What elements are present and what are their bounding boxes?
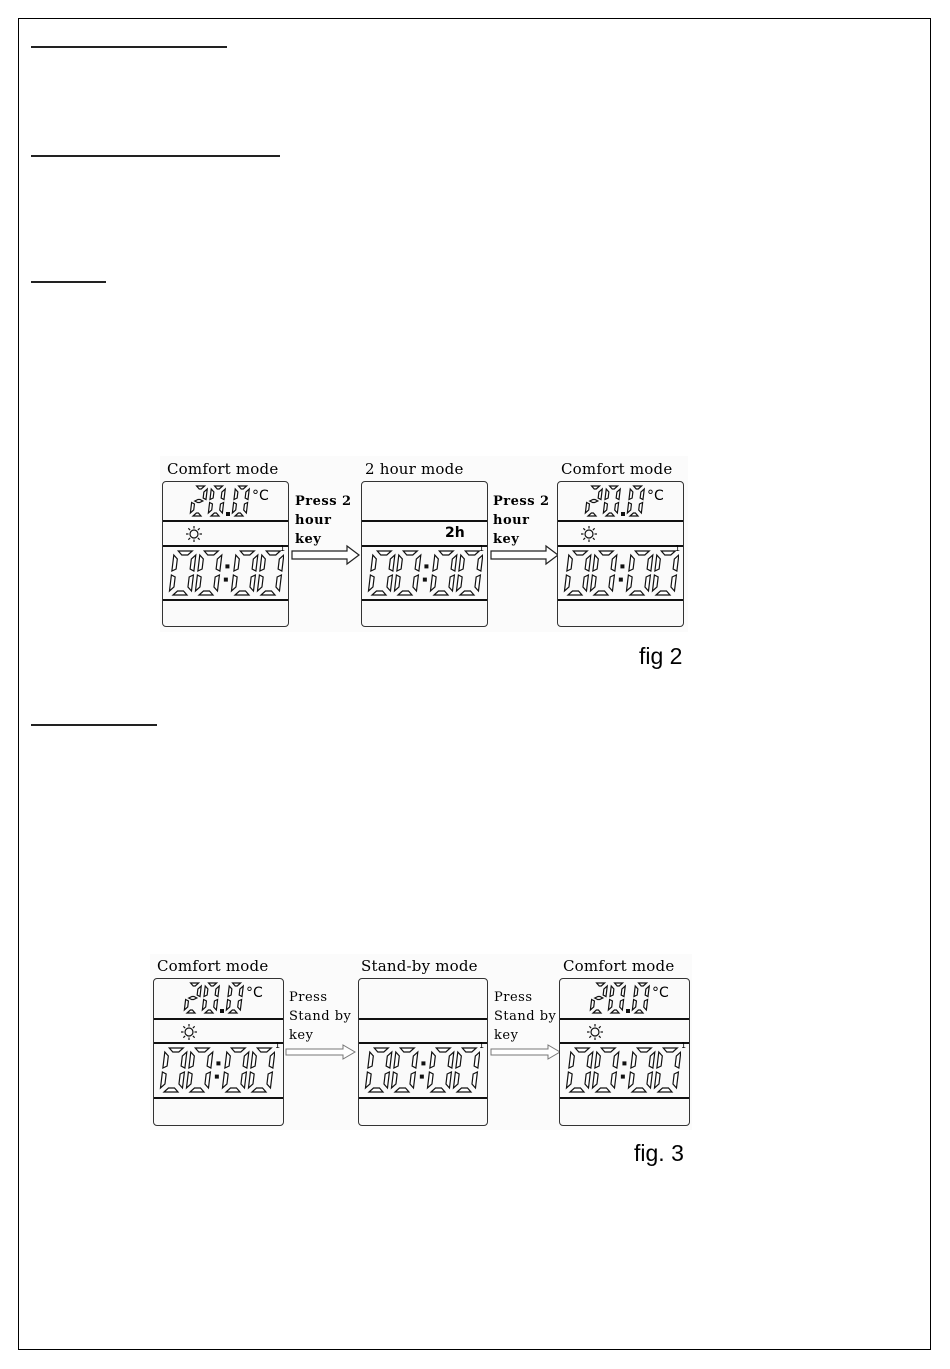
right-arrow-icon: [291, 544, 361, 566]
figure-3: [150, 954, 692, 1130]
clock-readout: [561, 548, 679, 598]
sun-icon: [586, 1023, 604, 1041]
lcd-panel-stand-by: 1: [358, 978, 488, 1126]
sun-icon: [185, 525, 203, 543]
arrow-label: Press Stand by key: [494, 990, 557, 1043]
heading-rule-1: [31, 46, 227, 48]
temperature-readout: [583, 484, 673, 520]
figure-2-label: fig 2: [639, 643, 683, 669]
panel-caption: Comfort mode: [561, 460, 673, 478]
figure-2: [160, 456, 688, 632]
2h-indicator: 2h: [445, 525, 465, 541]
heading-rule-3: [31, 281, 106, 283]
clock-readout: [157, 1045, 275, 1095]
right-arrow-icon: [490, 544, 560, 566]
svg-text:°C: °C: [647, 488, 664, 504]
heading-rule-4: [31, 724, 157, 726]
heading-rule-2: [31, 155, 280, 157]
clock-readout: [166, 548, 284, 598]
temperature-readout: [588, 981, 678, 1017]
lcd-panel-comfort: °C 1: [162, 481, 289, 627]
arrow-label: Press 2 hour key: [295, 494, 352, 547]
page-frame: [18, 18, 931, 1350]
temperature-readout: [188, 484, 278, 520]
panel-caption: 2 hour mode: [365, 460, 464, 478]
lcd-panel-2-hour: 2h 1: [361, 481, 488, 627]
panel-caption: Stand-by mode: [361, 957, 478, 975]
right-arrow-icon: [490, 1042, 562, 1062]
lcd-panel-comfort: °C 1: [557, 481, 684, 627]
clock-readout: [365, 548, 483, 598]
svg-text:°C: °C: [252, 488, 269, 504]
svg-text:°C: °C: [246, 985, 263, 1001]
arrow-label: Press Stand by key: [289, 990, 352, 1043]
figure-3-label: fig. 3: [634, 1140, 684, 1166]
temperature-readout: [182, 981, 272, 1017]
panel-caption: Comfort mode: [167, 460, 279, 478]
panel-caption: Comfort mode: [563, 957, 675, 975]
lcd-panel-comfort: °C 1: [559, 978, 690, 1126]
arrow-label: Press 2 hour key: [493, 494, 550, 547]
right-arrow-icon: [285, 1042, 357, 1062]
lcd-panel-comfort: °C 1: [153, 978, 284, 1126]
clock-readout: [563, 1045, 681, 1095]
sun-icon: [580, 525, 598, 543]
sun-icon: [180, 1023, 198, 1041]
panel-caption: Comfort mode: [157, 957, 269, 975]
clock-readout: [362, 1045, 480, 1095]
svg-text:°C: °C: [652, 985, 669, 1001]
